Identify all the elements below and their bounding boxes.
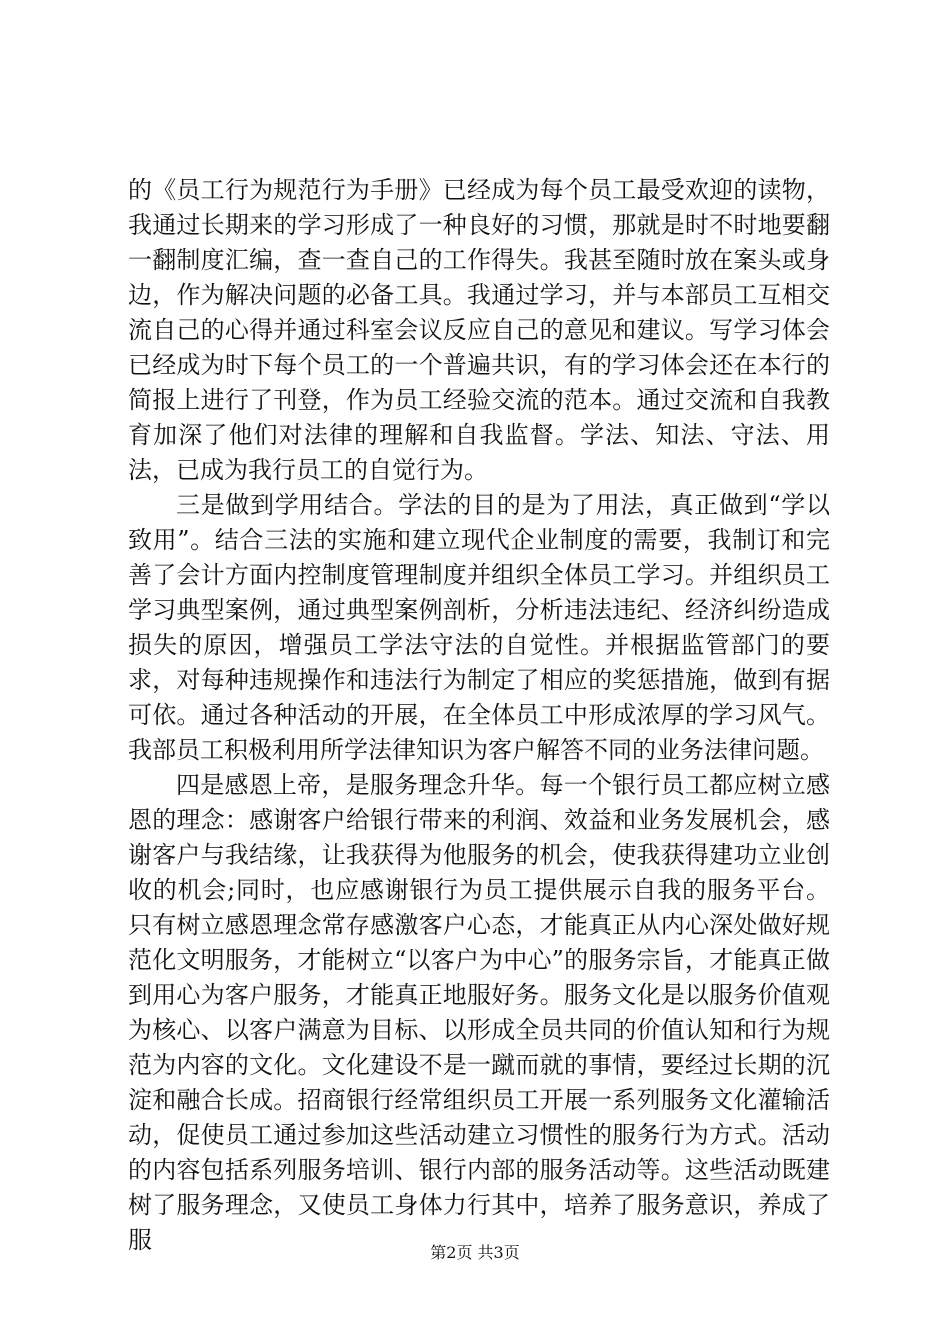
page-number: 第2页 共3页 xyxy=(430,1243,520,1262)
paragraph-point-three: 三是做到学用结合。学法的目的是为了用法，真正做到“学以致用”。结合三法的实施和建立现代企业制度的需要，我制订和完善了会计方面内控制度管理制度并组织全体员工学习。并组织员工学习典型案例，通过典型案例剖析，分析违法违纪、经济纠纷造成损失的原因，增强员工学法守法的自觉性。并根据监管部门的要求，对每种违规操作和违法行为制定了相应的奖惩措施，做到有据可依。通过各种活动的开展，在全体员工中形成浓厚的学习风气。我部员工积极利用所学法律知识为客户解答不同的业务法律问题。 xyxy=(128,491,830,764)
paragraph-point-four: 四是感恩上帝，是服务理念升华。每一个银行员工都应树立感恩的理念：感谢客户给银行带来的利润、效益和业务发展机会，感谢客户与我结缘，让我获得为他服务的机会，使我获得建功立业创收的机会;同时，也应感谢银行为员工提供展示自我的服务平台。只有树立感恩理念常存感激客户心态，才能真正从内心深处做好规范化文明服务，才能树立“以客户为中心”的服务宗旨，才能真正做到用心为客户服务，才能真正地服好务。服务文化是以服务价值观为核心、以客户满意为目标、以形成全员共同的价值认知和行为规范为内容的文化。文化建设不是一蹴而就的事情，要经过长期的沉淀和融合长成。招商银行经常组织员工开展一系列服务文化灌输活动，促使员工通过参加这些活动建立习惯性的服务行为方式。活动的内容包括系列服务培训、银行内部的服务活动等。这些活动既建树了服务理念，又使员工身体力行其中，培养了服务意识，养成了服 xyxy=(128,771,830,1254)
document-body xyxy=(128,173,830,1258)
page-footer xyxy=(0,1243,950,1263)
paragraph-continuation: 的《员工行为规范行为手册》已经成为每个员工最受欢迎的读物，我通过长期来的学习形成了一种良好的习惯，那就是时不时地要翻一翻制度汇编，查一查自己的工作得失。我甚至随时放在案头或身边，作为解决问题的必备工具。我通过学习，并与本部员工互相交流自己的心得并通过科室会议反应自己的意见和建议。写学习体会已经成为时下每个员工的一个普遍共识，有的学习体会还在本行的简报上进行了刊登，作为员工经验交流的范本。通过交流和自我教育加深了他们对法律的理解和自我监督。学法、知法、守法、用法，已成为我行员工的自觉行为。 xyxy=(128,176,830,484)
